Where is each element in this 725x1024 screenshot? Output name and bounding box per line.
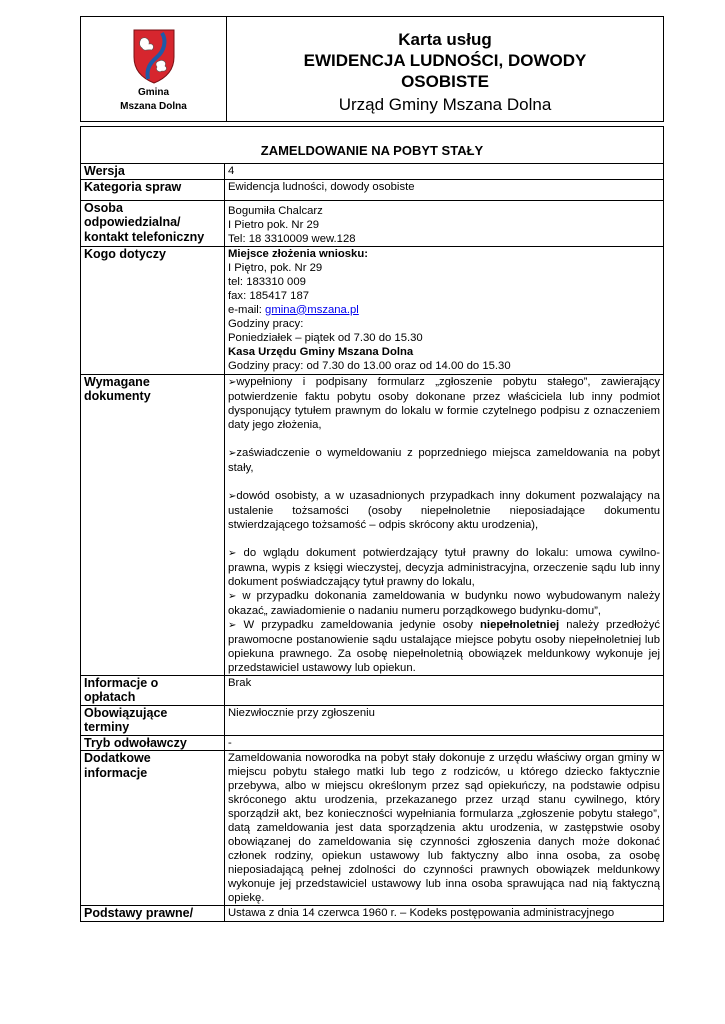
label-oplaty-1: Informacje o <box>84 675 159 690</box>
row-tryb <box>81 735 664 751</box>
value-wymagane <box>225 374 664 675</box>
hours-heading: Godziny pracy: <box>228 317 304 330</box>
label-terminy <box>81 705 225 735</box>
label-terminy-2: terminy <box>84 720 130 734</box>
doc-item-5-text: w przypadku dokonania zameldowania w budynku nowo wybudowanym należy okazać„ zawiadomienie o nadaniu numeru porządkowego budynku-domu”, <box>228 589 660 617</box>
service-table <box>80 163 664 922</box>
label-terminy-1: Obowiązujące <box>84 705 168 720</box>
contact-room: I Pietro pok. Nr 29 <box>228 218 320 231</box>
arrow-bullet-icon: ➢ <box>228 590 237 602</box>
service-card <box>80 16 664 922</box>
value-kogo <box>225 246 664 374</box>
label-podstawy: Podstawy prawne/ <box>81 906 225 922</box>
office-name: Urząd Gminy Mszana Dolna <box>338 95 552 114</box>
cashier-hours: Godziny pracy: od 7.30 do 13.00 oraz od 14.00 do 15.30 <box>228 359 511 372</box>
title-cell <box>227 17 663 121</box>
row-dodatkowe <box>81 751 664 906</box>
doc-item-6-text-b: należy przedłożyć prawomocne postanowienie sądu ustalające miejsce pobytu osoby niepełnoletniej lub opiekuna prawnego. Za osobę niepełnoletnią obowiązek meldunkowy wykonuje jej przedstawiciel ustawowy lub opiekun. <box>228 618 661 674</box>
value-wersja: 4 <box>225 164 664 180</box>
place-fax: fax: 185417 187 <box>228 289 310 302</box>
value-terminy: Niezwłocznie przy zgłoszeniu <box>225 705 664 735</box>
label-osoba-3: kontakt telefoniczny <box>84 229 205 244</box>
doc-item-6-text-a: W przypadku zameldowania jedynie osoby <box>243 618 481 631</box>
doc-item-3 <box>228 489 660 532</box>
doc-item-4 <box>228 546 660 589</box>
contact-person: Bogumiła Chalcarz <box>228 204 323 217</box>
doc-item-3-text: dowód osobisty, a w uzasadnionych przypadkach inny dokument pozwalający na ustalenie tożsamości (osoby niepełnoletnie nieposiadające dokumentu stwierdzającego tożsamość – odpis skrócony aktu urodzenia), <box>228 489 660 531</box>
label-wymagane-2: dokumenty <box>84 389 151 403</box>
arrow-bullet-icon: ➢ <box>228 490 237 502</box>
doc-item-6 <box>228 618 660 675</box>
doc-item-4-text: do wglądu dokument potwierdzający tytuł prawny do lokalu: umowa cywilno-prawna, wypis z księgi wieczystej, decyzja administracyjna, orzeczenie sądu lub inny dokument poświadczający tytuł prawny do lokalu, <box>228 546 660 588</box>
service-title: ZAMELDOWANIE NA POBYT STAŁY <box>260 143 484 158</box>
card-title: Karta usług <box>398 30 492 49</box>
value-dodatkowe: Zameldowania noworodka na pobyt stały dokonuje z urzędu właściwy organ gminy w miejscu pobytu stałego matki lub tego z rodziców, u którego dziecko faktycznie przebywa, albo w miejscu określonym przez sąd opiekuńczy, na podstawie odpisu skróconego aktu urodzenia, przekazanego przez urząd stanu cywilnego, który sporządził akt, bez konieczności wypełniania formularza „zgłoszenie pobytu stałego”, datą zameldowania jest data sporządzenia aktu urodzenia, w zastępstwie osoby obowiązanej do zameldowania się czynności zgłoszenia danych może dokonać członek rodziny, opiekun ustawowy lub faktyczny albo inna osoba, za osobę nieposiadającą pełnej zdolności do czynności prawnych obowiązek meldunkowy wykonuje jej przedstawiciel ustawowy lub inna osoba sprawująca nad nią faktyczną opiekę. <box>225 751 664 906</box>
row-wymagane <box>81 374 664 675</box>
value-tryb: - <box>225 735 664 751</box>
value-oplaty: Brak <box>225 675 664 705</box>
cashier-heading: Kasa Urzędu Gminy Mszana Dolna <box>228 345 414 358</box>
logo-caption-name: Mszana Dolna <box>120 101 187 112</box>
hours-weekdays: Poniedziałek – piątek od 7.30 do 15.30 <box>228 331 423 344</box>
place-email <box>228 303 660 317</box>
row-oplaty <box>81 675 664 705</box>
label-osoba-1: Osoba <box>84 200 123 215</box>
coat-of-arms-icon <box>131 27 177 85</box>
value-osoba <box>225 200 664 246</box>
logo-cell <box>81 17 227 121</box>
row-podstawy <box>81 906 664 922</box>
logo-caption-gmina: Gmina <box>137 87 170 98</box>
doc-item-1 <box>228 375 660 432</box>
email-prefix: e-mail: <box>228 303 266 316</box>
label-kogo: Kogo dotyczy <box>81 246 225 374</box>
label-dodatkowe-2: informacje <box>84 765 148 780</box>
label-wymagane <box>81 374 225 675</box>
card-category-line-1: EWIDENCJA LUDNOŚCI, DOWODY <box>303 51 587 70</box>
row-terminy <box>81 705 664 735</box>
row-wersja <box>81 164 664 180</box>
label-wymagane-1: Wymagane <box>84 374 150 389</box>
card-header-box <box>80 16 664 122</box>
label-oplaty <box>81 675 225 705</box>
arrow-bullet-icon: ➢ <box>228 619 237 631</box>
label-osoba-2: odpowiedzialna/ <box>84 215 181 229</box>
label-tryb: Tryb odwoławczy <box>81 735 225 751</box>
value-kategoria: Ewidencja ludności, dowody osobiste <box>225 179 664 200</box>
doc-item-6-bold: niepełnoletniej <box>480 618 560 631</box>
doc-item-1-text: wypełniony i podpisany formularz „zgłoszenie pobytu stałego”, zawierający potwierdzenie faktu pobytu osoby dokonane przez właściciela lub inny podmiot dysponujący tytułem prawnym do lokalu w formie czytelnego podpisu z oznaczeniem daty jego złożenia, <box>228 375 660 431</box>
doc-item-2-text: zaświadczenie o wymeldowaniu z poprzedniego miejsca zameldowania na pobyt stały, <box>228 446 660 474</box>
arrow-bullet-icon: ➢ <box>228 376 237 388</box>
label-wersja: Wersja <box>81 164 225 180</box>
label-kategoria: Kategoria spraw <box>81 179 225 200</box>
service-section <box>80 126 664 163</box>
arrow-bullet-icon: ➢ <box>228 547 237 559</box>
email-link[interactable]: gmina@mszana.pl <box>265 303 359 316</box>
contact-phone: Tel: 18 3310009 wew.128 <box>228 232 356 245</box>
doc-item-5 <box>228 589 660 618</box>
row-kogo <box>81 246 664 374</box>
label-osoba <box>81 200 225 246</box>
row-kategoria <box>81 179 664 200</box>
place-heading: Miejsce złożenia wniosku: <box>228 247 368 260</box>
arrow-bullet-icon: ➢ <box>228 447 237 459</box>
label-oplaty-2: opłatach <box>84 690 136 704</box>
row-osoba <box>81 200 664 246</box>
doc-item-2 <box>228 446 660 475</box>
value-podstawy: Ustawa z dnia 14 czerwca 1960 r. – Kodeks postępowania administracyjnego <box>225 906 664 922</box>
label-dodatkowe <box>81 751 225 906</box>
label-dodatkowe-1: Dodatkowe <box>84 751 151 765</box>
place-room: I Piętro, pok. Nr 29 <box>228 261 323 274</box>
place-tel: tel: 183310 009 <box>228 275 306 288</box>
card-header <box>81 17 663 121</box>
card-category-line-2: OSOBISTE <box>401 72 489 91</box>
